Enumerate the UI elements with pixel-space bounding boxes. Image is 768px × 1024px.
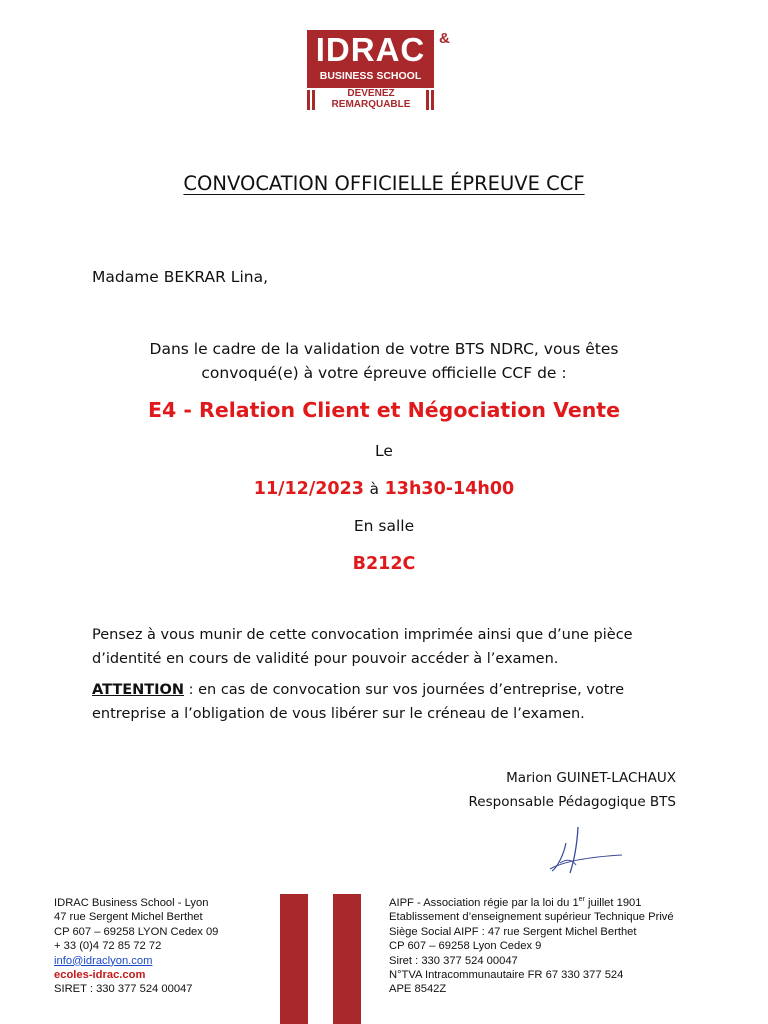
exam-room: B212C [352, 554, 416, 574]
en-salle-label: En salle [353, 517, 415, 535]
logo-bar [431, 90, 434, 110]
logo-tagline [321, 89, 421, 110]
footer-association-text: AIPF - Association régie par la loi du 1 [389, 897, 579, 909]
logo-tagline-line2: REMARQUABLE [331, 98, 411, 110]
footer-establishment: Etablissement d’enseignement supérieur Technique Privé [389, 911, 674, 924]
footer-postal-2: CP 607 – 69258 Lyon Cedex 9 [389, 940, 542, 953]
reminder-line-1: Pensez à vous munir de cette convocation imprimée ainsi que d’une pièce [92, 627, 633, 643]
exam-time: 13h30-14h00 [384, 479, 515, 499]
exam-name: E4 - Relation Client et Négociation Vente [147, 398, 621, 422]
footer-website[interactable]: ecoles-idrac.com [54, 969, 146, 982]
attention-line-2: entreprise a l’obligation de vous libérer sur le créneau de l’examen. [92, 706, 585, 722]
attention-line-1 [92, 678, 692, 702]
document-title [0, 172, 768, 195]
intro-line-2: convoqué(e) à votre épreuve officielle CCF de : [201, 364, 567, 382]
logo-name: IDRAC [315, 31, 426, 68]
logo-bar [307, 90, 310, 110]
intro-line-1: Dans le cadre de la validation de votre BTS NDRC, vous êtes [149, 340, 619, 358]
attention-text-1: : en cas de convocation sur vos journées d’entreprise, votre [184, 682, 624, 698]
footer-stripe-right [333, 894, 361, 1024]
logo-symbol: & [439, 30, 450, 47]
signatory-block [440, 766, 676, 814]
salutation: Madame BEKRAR Lina, [92, 268, 268, 286]
logo-subtitle: BUSINESS SCHOOL [319, 70, 422, 82]
idrac-logo [307, 30, 450, 112]
footer-stripe-left [280, 894, 308, 1024]
document-title-text: CONVOCATION OFFICIELLE ÉPREUVE CCF [183, 172, 585, 195]
footer-head-office: Siège Social AIPF : 47 rue Sergent Michel Berthet [389, 925, 637, 938]
reminder-paragraph [92, 623, 692, 671]
footer-association-date: juillet 1901 [584, 897, 642, 909]
le-label: Le [375, 442, 393, 460]
attention-paragraph [92, 678, 692, 726]
footer-email-link[interactable]: info@idraclyon.com [54, 954, 153, 967]
footer-ape: APE 8542Z [389, 983, 447, 996]
logo-box [307, 30, 434, 88]
footer-school-contact [54, 896, 218, 997]
footer-siret-2: Siret : 330 377 524 00047 [389, 954, 518, 967]
attention-label: ATTENTION [92, 682, 184, 698]
footer-postal: CP 607 – 69258 LYON Cedex 09 [54, 925, 219, 938]
footer-association-info [389, 896, 674, 997]
footer-school-name: IDRAC Business School - Lyon [54, 897, 209, 909]
logo-tagline-line1: DEVENEZ [347, 88, 395, 99]
handwritten-signature [530, 815, 630, 895]
at-label: à [369, 480, 380, 498]
reminder-line-2: d’identité en cours de validité pour pouvoir accéder à l’examen. [92, 651, 559, 667]
footer-phone: + 33 (0)4 72 85 72 72 [54, 940, 162, 953]
signatory-role: Responsable Pédagogique BTS [468, 794, 676, 810]
logo-bar [426, 90, 429, 110]
footer-vat: N°TVA Intracommunautaire FR 67 330 377 524 [389, 969, 624, 982]
footer-siret: SIRET : 330 377 524 00047 [54, 983, 193, 996]
footer-association-sup: er [578, 896, 585, 903]
exam-datetime [0, 477, 768, 501]
signatory-name: Marion GUINET-LACHAUX [506, 770, 676, 786]
logo-bar [312, 90, 315, 110]
footer-address: 47 rue Sergent Michel Berthet [54, 911, 203, 924]
exam-date: 11/12/2023 [253, 479, 364, 499]
footer-association-line [389, 896, 674, 910]
